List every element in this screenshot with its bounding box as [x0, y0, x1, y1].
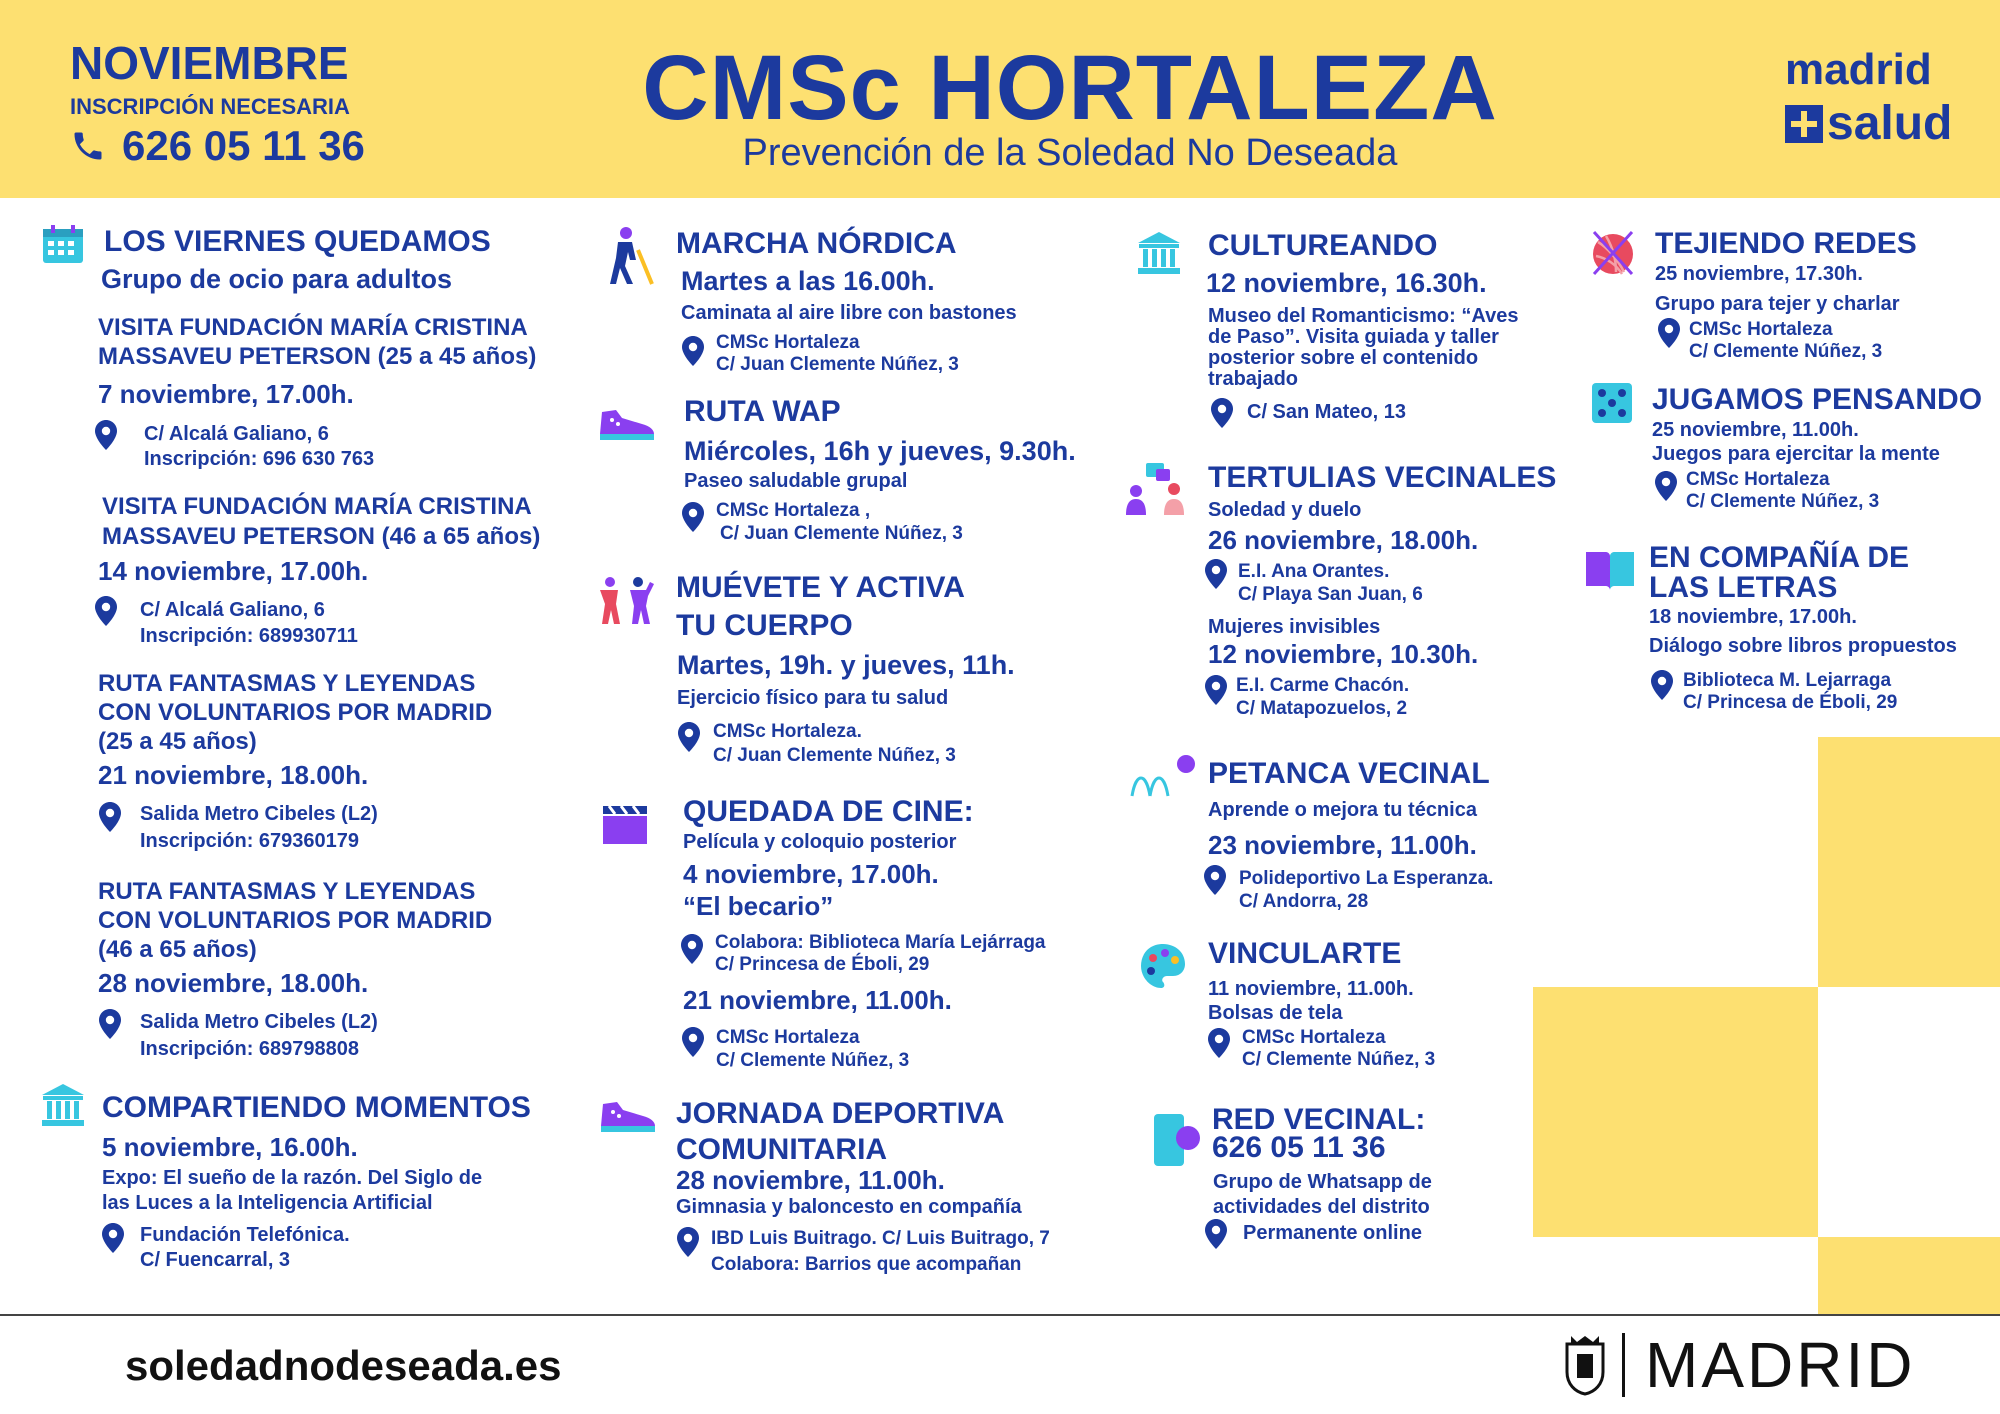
- visita2-address: C/ Alcalá Galiano, 6: [140, 599, 325, 621]
- vincularte-desc: Bolsas de tela: [1208, 1002, 1343, 1024]
- tejiendo-title: TEJIENDO REDES: [1655, 227, 1917, 260]
- cine-address1b: C/ Princesa de Éboli, 29: [715, 954, 930, 975]
- footer-separator: [1622, 1333, 1625, 1397]
- visita1-line2: MASSAVEU PETERSON (25 a 45 años): [98, 343, 537, 370]
- cultureando-desc1: Museo del Romanticismo: “Aves: [1208, 305, 1519, 327]
- decor-square: [1533, 987, 1818, 1237]
- palette-icon: [1137, 940, 1189, 992]
- cine-title: QUEDADA DE CINE:: [683, 795, 974, 828]
- mueve-address1: CMSc Hortaleza.: [713, 721, 862, 742]
- letras-title2: LAS LETRAS: [1649, 571, 1838, 604]
- viernes-subtitle: Grupo de ocio para adultos: [101, 264, 453, 294]
- vincularte-address2: C/ Clemente Núñez, 3: [1242, 1049, 1436, 1070]
- footer-divider: [0, 1314, 2000, 1316]
- cine-date2: 21 noviembre, 11.00h.: [683, 985, 952, 1015]
- page-subtitle: Prevención de la Soledad No Deseada: [742, 132, 1398, 174]
- cine-address2a: CMSc Hortaleza: [716, 1027, 860, 1048]
- location-pin-icon: [95, 596, 117, 626]
- cultureando-desc3: posterior sobre el contenido: [1208, 347, 1479, 369]
- letras-date: 18 noviembre, 17.00h.: [1649, 606, 1857, 628]
- letras-address1: Biblioteca M. Lejarraga: [1683, 670, 1892, 691]
- compartiendo-address1: Fundación Telefónica.: [140, 1224, 350, 1246]
- wap-title: RUTA WAP: [684, 395, 841, 428]
- museum-icon: [1136, 230, 1182, 276]
- jugamos-address1: CMSc Hortaleza: [1686, 469, 1830, 490]
- museum-icon: [40, 1082, 86, 1128]
- madrid-brand: MADRID: [1645, 1329, 1916, 1401]
- visita1-line1: VISITA FUNDACIÓN MARÍA CRISTINA: [98, 314, 528, 341]
- jornada-title1: JORNADA DEPORTIVA: [676, 1097, 1005, 1130]
- marcha-address1: CMSc Hortaleza: [716, 332, 860, 353]
- footer-website-link[interactable]: soledadnodeseada.es: [125, 1342, 562, 1389]
- cine-date1: 4 noviembre, 17.00h.: [683, 859, 939, 889]
- ruta1-line1: RUTA FANTASMAS Y LEYENDAS: [98, 670, 476, 697]
- ruta1-line2: CON VOLUNTARIOS POR MADRID: [98, 699, 493, 726]
- location-pin-icon: [1204, 865, 1226, 895]
- visita1-address: C/ Alcalá Galiano, 6: [144, 423, 329, 445]
- tejiendo-address1: CMSc Hortaleza: [1689, 319, 1833, 340]
- location-pin-icon: [682, 336, 704, 366]
- decor-square: [1818, 1237, 2000, 1314]
- petanca-icon: [1128, 752, 1196, 798]
- walking-icon: [604, 226, 658, 288]
- phone-chat-icon: [1152, 1112, 1204, 1168]
- vincularte-title: VINCULARTE: [1208, 937, 1402, 970]
- letras-address2: C/ Princesa de Éboli, 29: [1683, 692, 1898, 713]
- location-pin-icon: [1651, 670, 1673, 700]
- wap-desc: Paseo saludable grupal: [684, 470, 908, 492]
- vincularte-address1: CMSc Hortaleza: [1242, 1027, 1386, 1048]
- location-pin-icon: [1205, 675, 1227, 705]
- madrid-salud-logo: madrid: [1785, 45, 1932, 94]
- decor-square: [1818, 737, 2000, 987]
- petanca-date: 23 noviembre, 11.00h.: [1208, 830, 1477, 860]
- jugamos-title: JUGAMOS PENSANDO: [1652, 383, 1983, 416]
- compartiendo-desc1: Expo: El sueño de la razón. Del Siglo de: [102, 1167, 483, 1189]
- tertulias-address2b: C/ Matapozuelos, 2: [1236, 698, 1408, 719]
- mueve-desc: Ejercicio físico para tu salud: [677, 687, 949, 709]
- visita2-inscription: Inscripción: 689930711: [140, 625, 358, 647]
- wap-when: Miércoles, 16h y jueves, 9.30h.: [684, 436, 1076, 466]
- jornada-title2: COMUNITARIA: [676, 1133, 888, 1166]
- jornada-desc: Gimnasia y baloncesto en compañía: [676, 1196, 1022, 1218]
- marcha-address2: C/ Juan Clemente Núñez, 3: [716, 354, 959, 375]
- tertulias-date1: 26 noviembre, 18.00h.: [1208, 525, 1479, 555]
- tertulias-address1a: E.I. Ana Orantes.: [1238, 561, 1390, 582]
- location-pin-icon: [1655, 471, 1677, 501]
- location-pin-icon: [95, 420, 117, 450]
- wap-address2: C/ Juan Clemente Núñez, 3: [720, 523, 963, 544]
- tertulias-date2: 12 noviembre, 10.30h.: [1208, 639, 1479, 669]
- clapperboard-icon: [601, 804, 649, 846]
- location-pin-icon: [1205, 559, 1227, 589]
- compartiendo-date: 5 noviembre, 16.00h.: [102, 1132, 358, 1162]
- book-icon: [1584, 548, 1636, 592]
- dice-icon: [1590, 381, 1634, 425]
- jornada-address1: IBD Luis Buitrago. C/ Luis Buitrago, 7: [711, 1228, 1050, 1249]
- location-pin-icon: [99, 802, 121, 832]
- jugamos-address2: C/ Clemente Núñez, 3: [1686, 491, 1880, 512]
- red-title: RED VECINAL:: [1212, 1103, 1426, 1136]
- red-desc1: Grupo de Whatsapp de: [1213, 1171, 1432, 1193]
- visita1-date: 7 noviembre, 17.00h.: [98, 379, 354, 409]
- visita2-date: 14 noviembre, 17.00h.: [98, 556, 369, 586]
- page-title: CMSc HORTALEZA: [642, 37, 1498, 139]
- visita1-inscription: Inscripción: 696 630 763: [144, 448, 375, 470]
- calendar-icon: [42, 224, 84, 264]
- jornada-date: 28 noviembre, 11.00h.: [676, 1165, 945, 1195]
- compartiendo-desc2: las Luces a la Inteligencia Artificial: [102, 1192, 433, 1214]
- compartiendo-address2: C/ Fuencarral, 3: [140, 1249, 291, 1271]
- cine-address2b: C/ Clemente Núñez, 3: [716, 1050, 910, 1071]
- logo-salud-text: salud: [1827, 97, 1953, 150]
- location-pin-icon: [678, 722, 700, 752]
- ruta2-inscription: Inscripción: 689798808: [140, 1038, 360, 1060]
- tertulias-sub1: Soledad y duelo: [1208, 499, 1362, 521]
- visita2-line1: VISITA FUNDACIÓN MARÍA CRISTINA: [102, 493, 532, 520]
- location-pin-icon: [102, 1223, 124, 1253]
- header-phone-number: 626 05 11 36: [122, 122, 365, 169]
- cultureando-title: CULTUREANDO: [1208, 229, 1438, 262]
- jornada-address2: Colabora: Barrios que acompañan: [711, 1254, 1022, 1275]
- marcha-when: Martes a las 16.00h.: [681, 266, 935, 296]
- ruta1-inscription: Inscripción: 679360179: [140, 830, 360, 852]
- location-pin-icon: [681, 934, 703, 964]
- tertulias-sub2: Mujeres invisibles: [1208, 616, 1381, 638]
- ruta2-date: 28 noviembre, 18.00h.: [98, 968, 369, 998]
- location-pin-icon: [1205, 1219, 1227, 1249]
- ruta2-line1: RUTA FANTASMAS Y LEYENDAS: [98, 878, 476, 905]
- people-chat-icon: [1124, 461, 1190, 517]
- red-desc2: actividades del distrito: [1213, 1196, 1430, 1218]
- ruta2-address: Salida Metro Cibeles (L2): [140, 1011, 378, 1033]
- compartiendo-title: COMPARTIENDO MOMENTOS: [102, 1091, 531, 1124]
- petanca-title: PETANCA VECINAL: [1208, 757, 1490, 790]
- vincularte-date: 11 noviembre, 11.00h.: [1208, 978, 1414, 1000]
- petanca-desc: Aprende o mejora tu técnica: [1208, 799, 1477, 821]
- plus-icon: [1785, 105, 1823, 143]
- mueve-title2: TU CUERPO: [676, 609, 853, 642]
- cultureando-date: 12 noviembre, 16.30h.: [1206, 268, 1487, 298]
- location-pin-icon: [682, 502, 704, 532]
- cultureando-desc4: trabajado: [1208, 368, 1299, 390]
- cine-film: “El becario”: [683, 891, 834, 921]
- location-pin-icon: [99, 1009, 121, 1039]
- jugamos-desc: Juegos para ejercitar la mente: [1652, 443, 1940, 465]
- letras-title1: EN COMPAÑÍA DE: [1649, 541, 1910, 574]
- red-phone: 626 05 11 36: [1212, 1131, 1386, 1164]
- location-pin-icon: [1208, 1028, 1230, 1058]
- cultureando-desc2: de Paso”. Visita guiada y taller: [1208, 326, 1499, 348]
- location-pin-icon: [682, 1027, 704, 1057]
- viernes-title: LOS VIERNES QUEDAMOS: [104, 225, 491, 258]
- sneaker-icon: [597, 1094, 657, 1134]
- madrid-coat-of-arms-icon: [1563, 1334, 1607, 1396]
- tejiendo-desc: Grupo para tejer y charlar: [1655, 293, 1900, 315]
- tertulias-address2a: E.I. Carme Chacón.: [1236, 675, 1410, 696]
- mueve-address2: C/ Juan Clemente Núñez, 3: [713, 745, 956, 766]
- jugamos-date: 25 noviembre, 11.00h.: [1652, 419, 1859, 441]
- marcha-desc: Caminata al aire libre con bastones: [681, 302, 1017, 324]
- marcha-title: MARCHA NÓRDICA: [676, 227, 957, 260]
- cine-desc: Película y coloquio posterior: [683, 831, 957, 853]
- tertulias-title: TERTULIAS VECINALES: [1208, 461, 1557, 494]
- visita2-line2: MASSAVEU PETERSON (46 a 65 años): [102, 523, 541, 550]
- location-pin-icon: [1211, 398, 1233, 428]
- mueve-title1: MUÉVETE Y ACTIVA: [676, 571, 965, 604]
- ruta1-line3: (25 a 45 años): [98, 728, 257, 755]
- inscription-note: INSCRIPCIÓN NECESARIA: [70, 94, 350, 119]
- exercise-icon: [596, 576, 654, 626]
- cultureando-address: C/ San Mateo, 13: [1247, 401, 1406, 423]
- location-pin-icon: [1658, 318, 1680, 348]
- tejiendo-date: 25 noviembre, 17.30h.: [1655, 263, 1863, 285]
- ruta1-date: 21 noviembre, 18.00h.: [98, 760, 369, 790]
- sneaker-icon: [596, 402, 656, 442]
- wap-address1: CMSc Hortaleza ,: [716, 500, 871, 521]
- ruta1-address: Salida Metro Cibeles (L2): [140, 803, 378, 825]
- month-label: NOVIEMBRE: [70, 37, 349, 89]
- cine-address1a: Colabora: Biblioteca María Lejárraga: [715, 932, 1046, 953]
- tejiendo-address2: C/ Clemente Núñez, 3: [1689, 341, 1883, 362]
- location-pin-icon: [677, 1227, 699, 1257]
- red-online: Permanente online: [1243, 1222, 1422, 1244]
- ruta2-line3: (46 a 65 años): [98, 936, 257, 963]
- letras-desc: Diálogo sobre libros propuestos: [1649, 635, 1957, 657]
- mueve-when: Martes, 19h. y jueves, 11h.: [677, 650, 1015, 680]
- yarn-icon: [1588, 228, 1638, 278]
- ruta2-line2: CON VOLUNTARIOS POR MADRID: [98, 907, 493, 934]
- petanca-address2: C/ Andorra, 28: [1239, 891, 1369, 912]
- petanca-address1: Polideportivo La Esperanza.: [1239, 868, 1494, 889]
- madrid-salud-logo-salud: [1785, 96, 1952, 151]
- tertulias-address1b: C/ Playa San Juan, 6: [1238, 584, 1423, 605]
